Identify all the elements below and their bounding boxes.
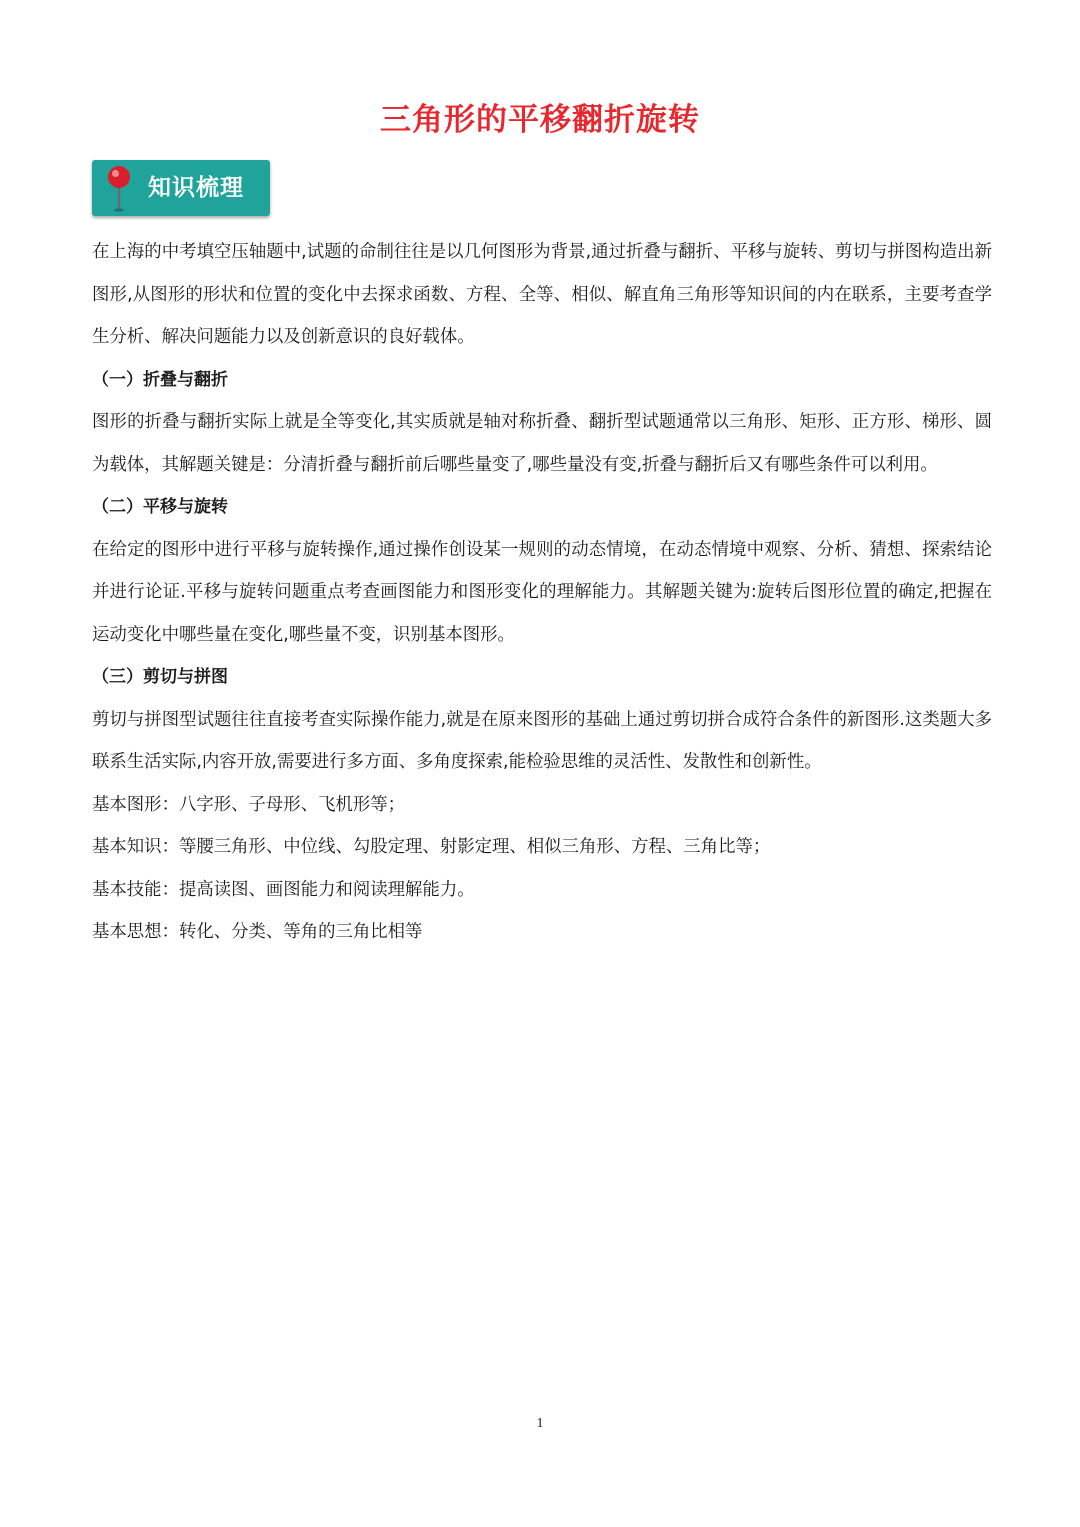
section-heading-fold: （一）折叠与翻折 bbox=[92, 369, 228, 390]
section-badge-label: 知识梳理 bbox=[148, 175, 244, 201]
pushpin-icon bbox=[102, 164, 136, 212]
basic-shapes-line: 基本图形：八字形、子母形、飞机形等； bbox=[92, 794, 406, 815]
section-body-translate-rotate: 在给定的图形中进行平移与旋转操作,通过操作创设某一规则的动态情境，在动态情境中观察、分析、猜想、探索结论并进行论证.平移与旋转问题重点考查画图能力和图形变化的理解能力。其解题关键为:旋转后图形位置的确定,把握在运动变化中哪些量在变化,哪些量不变，识别基本图形。 bbox=[92, 539, 992, 645]
section-badge bbox=[92, 160, 270, 216]
section-body-fold: 图形的折叠与翻折实际上就是全等变化,其实质就是轴对称折叠、翻折型试题通常以三角形、矩形、正方形、梯形、圆为载体，其解题关键是：分清折叠与翻折前后哪些量变了,哪些量没有变,折叠与翻折后又有哪些条件可以利用。 bbox=[92, 412, 992, 475]
basic-ideas-line: 基本思想：转化、分类、等角的三角比相等 bbox=[92, 922, 423, 942]
document-body bbox=[92, 231, 992, 954]
basic-knowledge-line: 基本知识：等腰三角形、中位线、勾股定理、射影定理、相似三角形、方程、三角比等； bbox=[92, 837, 771, 857]
section-heading-cut-assemble: （三）剪切与拼图 bbox=[92, 667, 228, 687]
page-title: 三角形的平移翻折旋转 bbox=[380, 102, 700, 138]
intro-paragraph: 在上海的中考填空压轴题中,试题的命制往往是以几何图形为背景,通过折叠与翻折、平移与旋转、剪切与拼图构造出新图形,从图形的形状和位置的变化中去探求函数、方程、全等、相似、解直角三角形等知识间的内在联系，主要考查学生分析、解决问题能力以及创新意识的良好载体。 bbox=[92, 242, 992, 347]
section-body-cut-assemble: 剪切与拼图型试题往往直接考查实际操作能力,就是在原来图形的基础上通过剪切拼合成符合条件的新图形.这类题大多联系生活实际,内容开放,需要进行多方面、多角度探索,能检验思维的灵活性、发散性和创新性。 bbox=[92, 709, 992, 772]
basic-skills-line: 基本技能：提高读图、画图能力和阅读理解能力。 bbox=[92, 879, 475, 900]
section-heading-translate-rotate: （二）平移与旋转 bbox=[92, 497, 228, 517]
page-number: 1 bbox=[536, 1416, 544, 1431]
